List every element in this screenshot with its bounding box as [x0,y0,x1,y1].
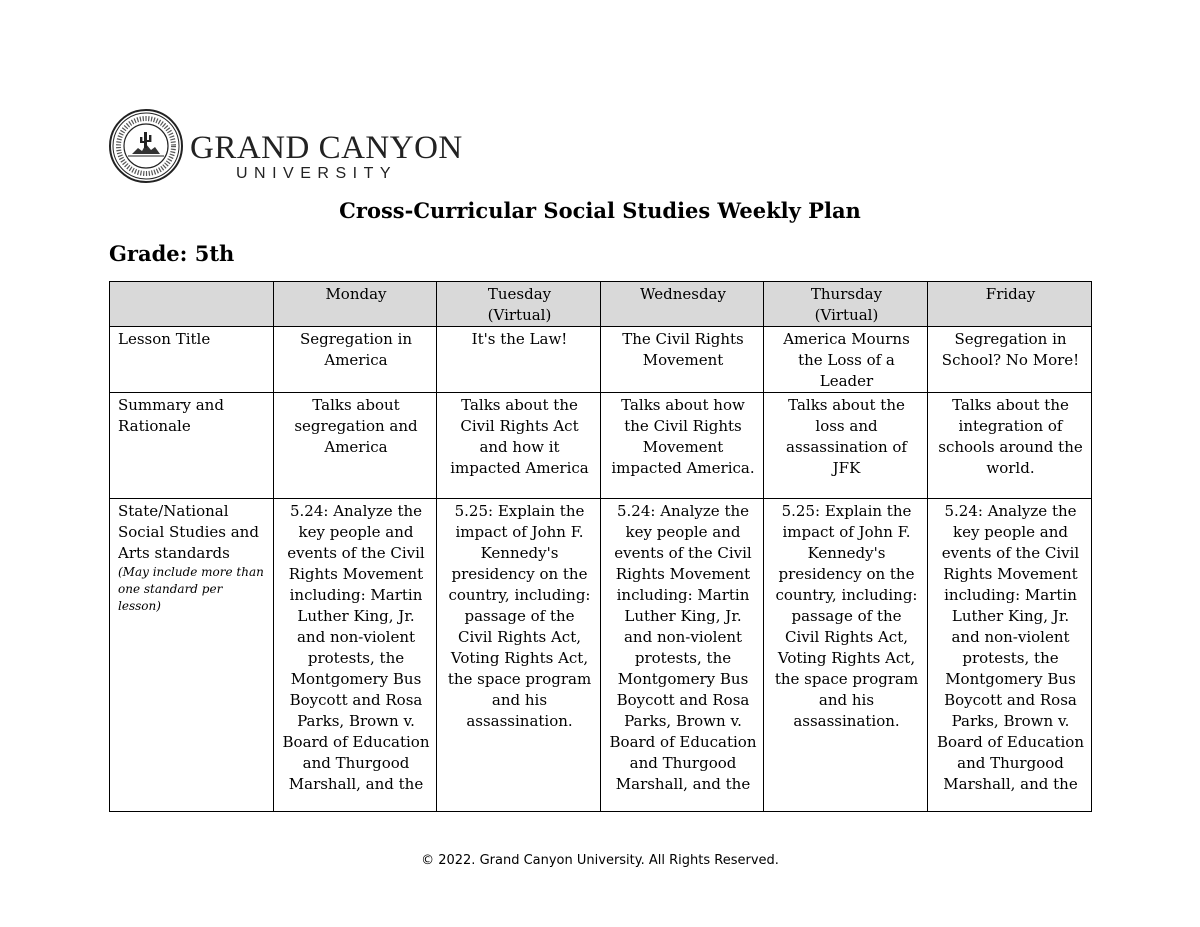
cell-tuesday-summary: Talks about the Civil Rights Act and how it impacted America [437,393,601,499]
header-tuesday: Tuesday (Virtual) [437,282,601,327]
cell-tuesday-lesson: It's the Law! [437,327,601,393]
header-corner [110,282,274,327]
university-seal-icon [108,108,184,184]
table-row [110,327,1092,393]
row-label-summary: Summary and Rationale [110,393,274,499]
table-row [110,499,1092,812]
logo-subtitle: UNIVERSITY [236,165,398,182]
cell-friday-summary: Talks about the integration of schools around the world. [928,393,1092,499]
cell-friday-lesson: Segregation in School? No More! [928,327,1092,393]
standards-text: 5.24: Analyze the key people and events of the Civil Rights Movement including: Martin Luther King, Jr. and non-violent protests, the Montgomery Bus Boycott and Rosa Parks, Brown v. Board of Education and Thurgood Marshall, and the [282,502,430,793]
cell-wednesday-lesson: The Civil Rights Movement [601,327,764,393]
cell-thursday-standards [764,499,928,812]
table-header-row [110,282,1092,327]
weekly-plan-table [109,281,1092,812]
cell-monday-standards [274,499,437,812]
header-monday: Monday [274,282,437,327]
copyright-footer: © 2022. Grand Canyon University. All Rights Reserved. [421,853,779,868]
cell-friday-standards [928,499,1092,812]
header-friday: Friday [928,282,1092,327]
cell-monday-summary: Talks about segregation and America [274,393,437,499]
cell-tuesday-standards [437,499,601,812]
header-thursday: Thursday (Virtual) [764,282,928,327]
cell-thursday-lesson: America Mourns the Loss of a Leader [764,327,928,393]
standards-text: 5.25: Explain the impact of John F. Kennedy's presidency on the country, including: passage of the Civil Rights Act, Voting Rights Act, the space program and his assassination. [774,502,919,730]
cell-monday-lesson: Segregation in America [274,327,437,393]
table-row [110,393,1092,499]
cell-wednesday-standards [601,499,764,812]
cell-thursday-summary: Talks about the loss and assassination of JFK [764,393,928,499]
standards-text: 5.24: Analyze the key people and events of the Civil Rights Movement including: Martin Luther King, Jr. and non-violent protests, the Montgomery Bus Boycott and Rosa Parks, Brown v. Board of Education and Thurgood Marshall, and the [609,502,757,793]
standards-text: 5.24: Analyze the key people and events of the Civil Rights Movement including: Martin Luther King, Jr. and non-violent protests, the Montgomery Bus Boycott and Rosa Parks, Brown v. Board of Education and Thurgood Marshall, and the [937,502,1084,793]
row-label-standards [110,499,274,812]
grade-label: Grade: 5th [109,241,235,266]
document-title: Cross-Curricular Social Studies Weekly Plan [339,198,861,223]
row-label-lesson-title: Lesson Title [110,327,274,393]
cell-wednesday-summary: Talks about how the Civil Rights Movement impacted America. [601,393,764,499]
standards-text: 5.25: Explain the impact of John F. Kennedy's presidency on the country, including: passage of the Civil Rights Act, Voting Rights Act, the space program and his assassination. [447,502,592,730]
gcu-logo [108,108,463,184]
standards-note: (May include more than one standard per lesson) [118,565,264,613]
standards-label: State/National Social Studies and Arts standards [118,502,259,562]
header-wednesday: Wednesday [601,282,764,327]
logo-wordmark: GRAND CANYON [190,130,463,166]
